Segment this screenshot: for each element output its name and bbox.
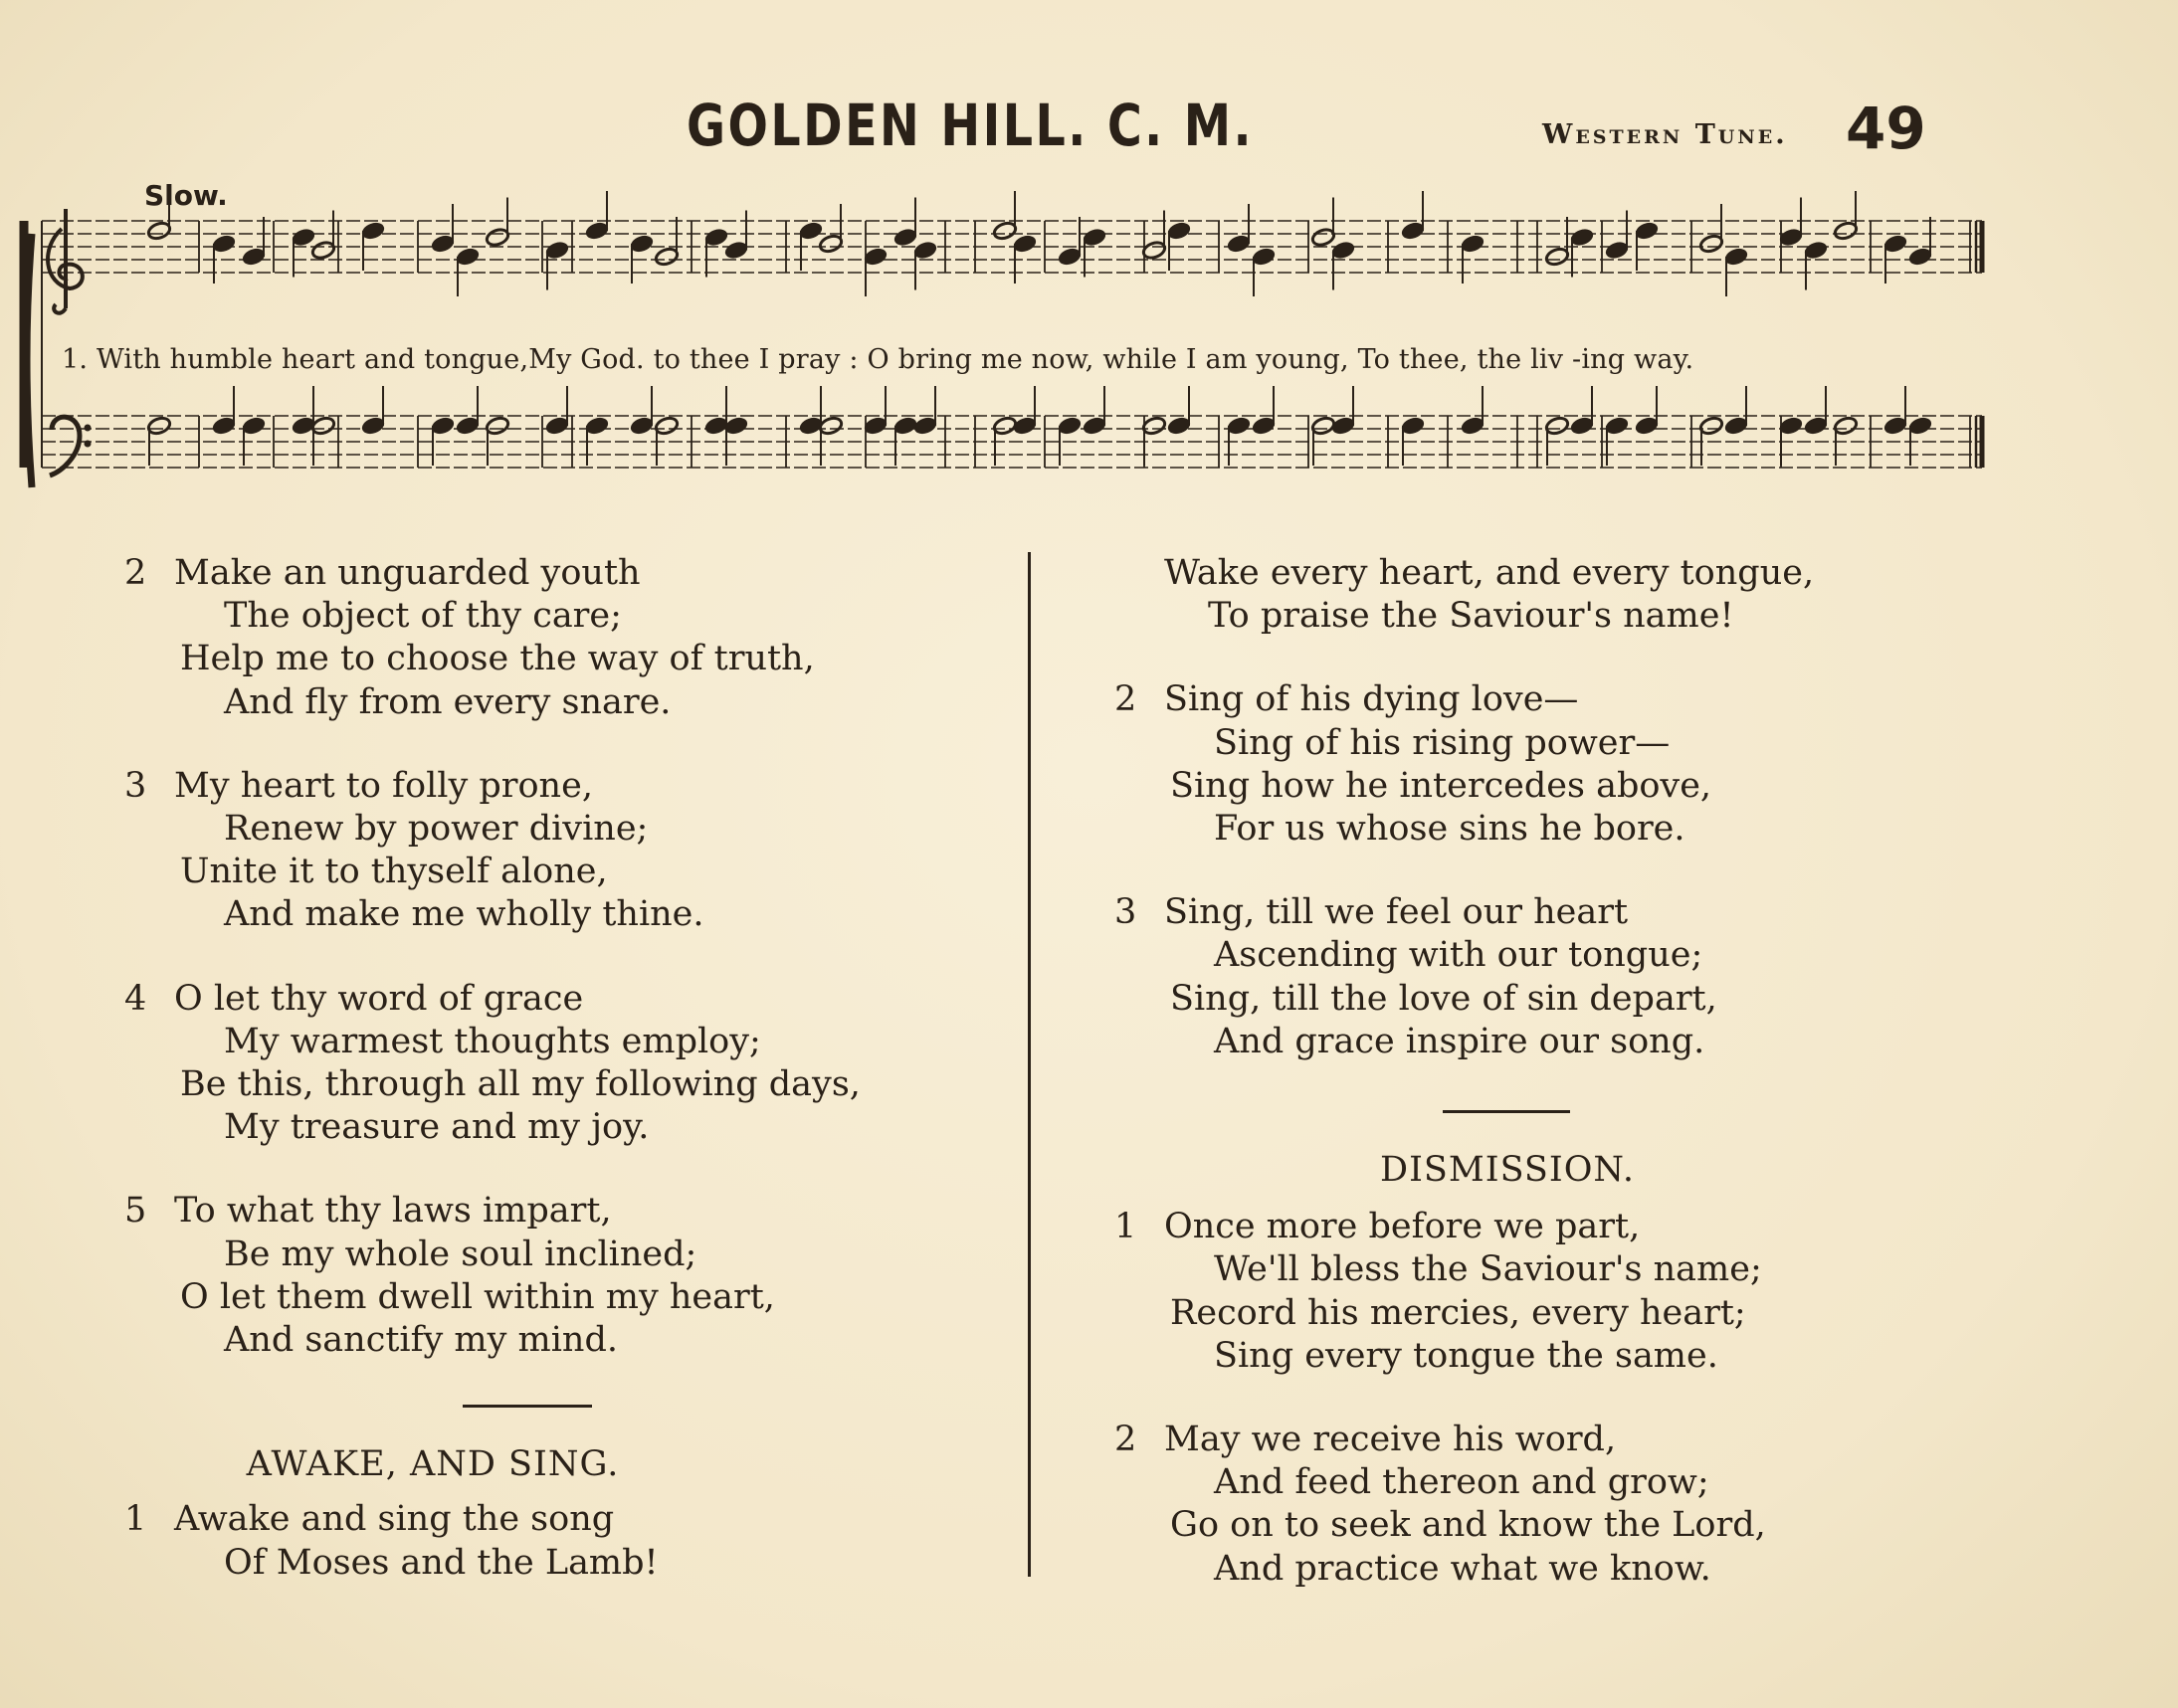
stanza-number: 1 (1114, 1207, 1137, 1247)
stanza-number: 1 (124, 1499, 147, 1540)
stanza-line: And sanctify my mind. (224, 1320, 618, 1361)
awake-stanza-1 (124, 1498, 980, 1584)
stanza-line: 2 Make an unguarded youth (124, 552, 980, 595)
stanza-line: Sing, till the love of sin depart, (1170, 978, 1717, 1019)
dismission-stanza-1 (1114, 1206, 2010, 1378)
tempo-marking: Slow. (144, 179, 228, 212)
stanza-line: And make me wholly thine. (224, 894, 704, 935)
stanza-number: 2 (1114, 679, 1137, 720)
stanza-5 (124, 1190, 980, 1362)
stanza-line: Help me to choose the way of truth, (180, 639, 815, 679)
treble-clef-icon (48, 209, 83, 313)
music-notes (146, 191, 1932, 466)
stanza-number: 5 (124, 1191, 147, 1232)
stanza-line: And practice what we know. (1214, 1548, 1711, 1589)
stanza-line: Be my whole soul inclined; (224, 1234, 697, 1274)
stanza-line: 3 Sing, till we feel our heart (1114, 891, 2010, 934)
hymn-heading-awake-and-sing: AWAKE, AND SING. (246, 1444, 620, 1485)
hymn-heading-dismission: DISMISSION. (1380, 1150, 1635, 1191)
stanza-line: 5 To what thy laws impart, (124, 1190, 980, 1233)
stanza-line: My warmest thoughts employ; (224, 1021, 761, 1061)
left-column (124, 552, 980, 1585)
stanza-line: We'll bless the Saviour's name; (1214, 1249, 1762, 1290)
stanza-line: Renew by power divine; (224, 809, 649, 850)
dismission-stanza-2 (1114, 1419, 2010, 1591)
tune-source: Western Tune. (1542, 119, 1788, 150)
music-score (0, 0, 2178, 557)
stanza-line: Of Moses and the Lamb! (224, 1542, 659, 1583)
stanza-line: 1 Awake and sing the song (124, 1498, 980, 1541)
stanza-4 (124, 978, 980, 1150)
stanza-line: Sing how he intercedes above, (1170, 765, 1712, 806)
stanza-line: And grace inspire our song. (1214, 1021, 1705, 1061)
stanza-line: Wake every heart, and every tongue, (1164, 553, 1815, 593)
stanza-line: And fly from every snare. (224, 681, 672, 722)
stanza-line: 1 Once more before we part, (1114, 1206, 2010, 1248)
stanza-3 (124, 765, 980, 937)
stanza-line: Sing every tongue the same. (1214, 1335, 1718, 1376)
stanza-line: 2 Sing of his dying love— (1114, 678, 2010, 721)
stanza-2 (124, 552, 980, 724)
right-column (1114, 552, 2010, 1591)
stanza-number: 2 (1114, 1420, 1137, 1460)
stanza-line: 3 My heart to folly prone, (124, 765, 980, 808)
stanza-line: To praise the Saviour's name! (1208, 596, 1734, 637)
hymn-title: GOLDEN HILL. C. M. (687, 92, 1255, 159)
stanza-line: Ascending with our tongue; (1214, 935, 1703, 976)
music-lyric-line: 1. With humble heart and tongue,My God. to thee I pray : O bring me now, while I am young, To thee, the liv -ing way. (62, 344, 1694, 375)
stanza-line: Be this, through all my following days, (180, 1064, 861, 1105)
stanza-line: For us whose sins he bore. (1214, 809, 1685, 850)
awake-stanza-2 (1114, 678, 2010, 851)
stanza-line: 2 May we receive his word, (1114, 1419, 2010, 1461)
stanza-line: O let them dwell within my heart, (180, 1276, 775, 1317)
page-number: 49 (1846, 95, 1926, 162)
stanza-number: 2 (124, 553, 147, 593)
stanza-line: The object of thy care; (224, 596, 622, 637)
bass-clef-icon (50, 417, 92, 475)
awake-stanza-3 (1114, 891, 2010, 1063)
stanza-number: 3 (1114, 892, 1137, 933)
stanza-line: Sing of his rising power— (1214, 722, 1671, 763)
stanza-number: 3 (124, 765, 147, 806)
stanza-line: My treasure and my joy. (224, 1107, 650, 1148)
awake-stanza-1-continued (1114, 552, 2010, 638)
stanza-line: Go on to seek and know the Lord, (1170, 1505, 1766, 1546)
stanza-line: Record his mercies, every heart; (1170, 1292, 1746, 1333)
stanza-line: And feed thereon and grow; (1214, 1462, 1709, 1503)
column-divider (1028, 552, 1031, 1577)
stanza-line: Unite it to thyself alone, (180, 852, 608, 892)
stanza-line: 4 O let thy word of grace (124, 978, 980, 1021)
stanza-number: 4 (124, 978, 147, 1019)
